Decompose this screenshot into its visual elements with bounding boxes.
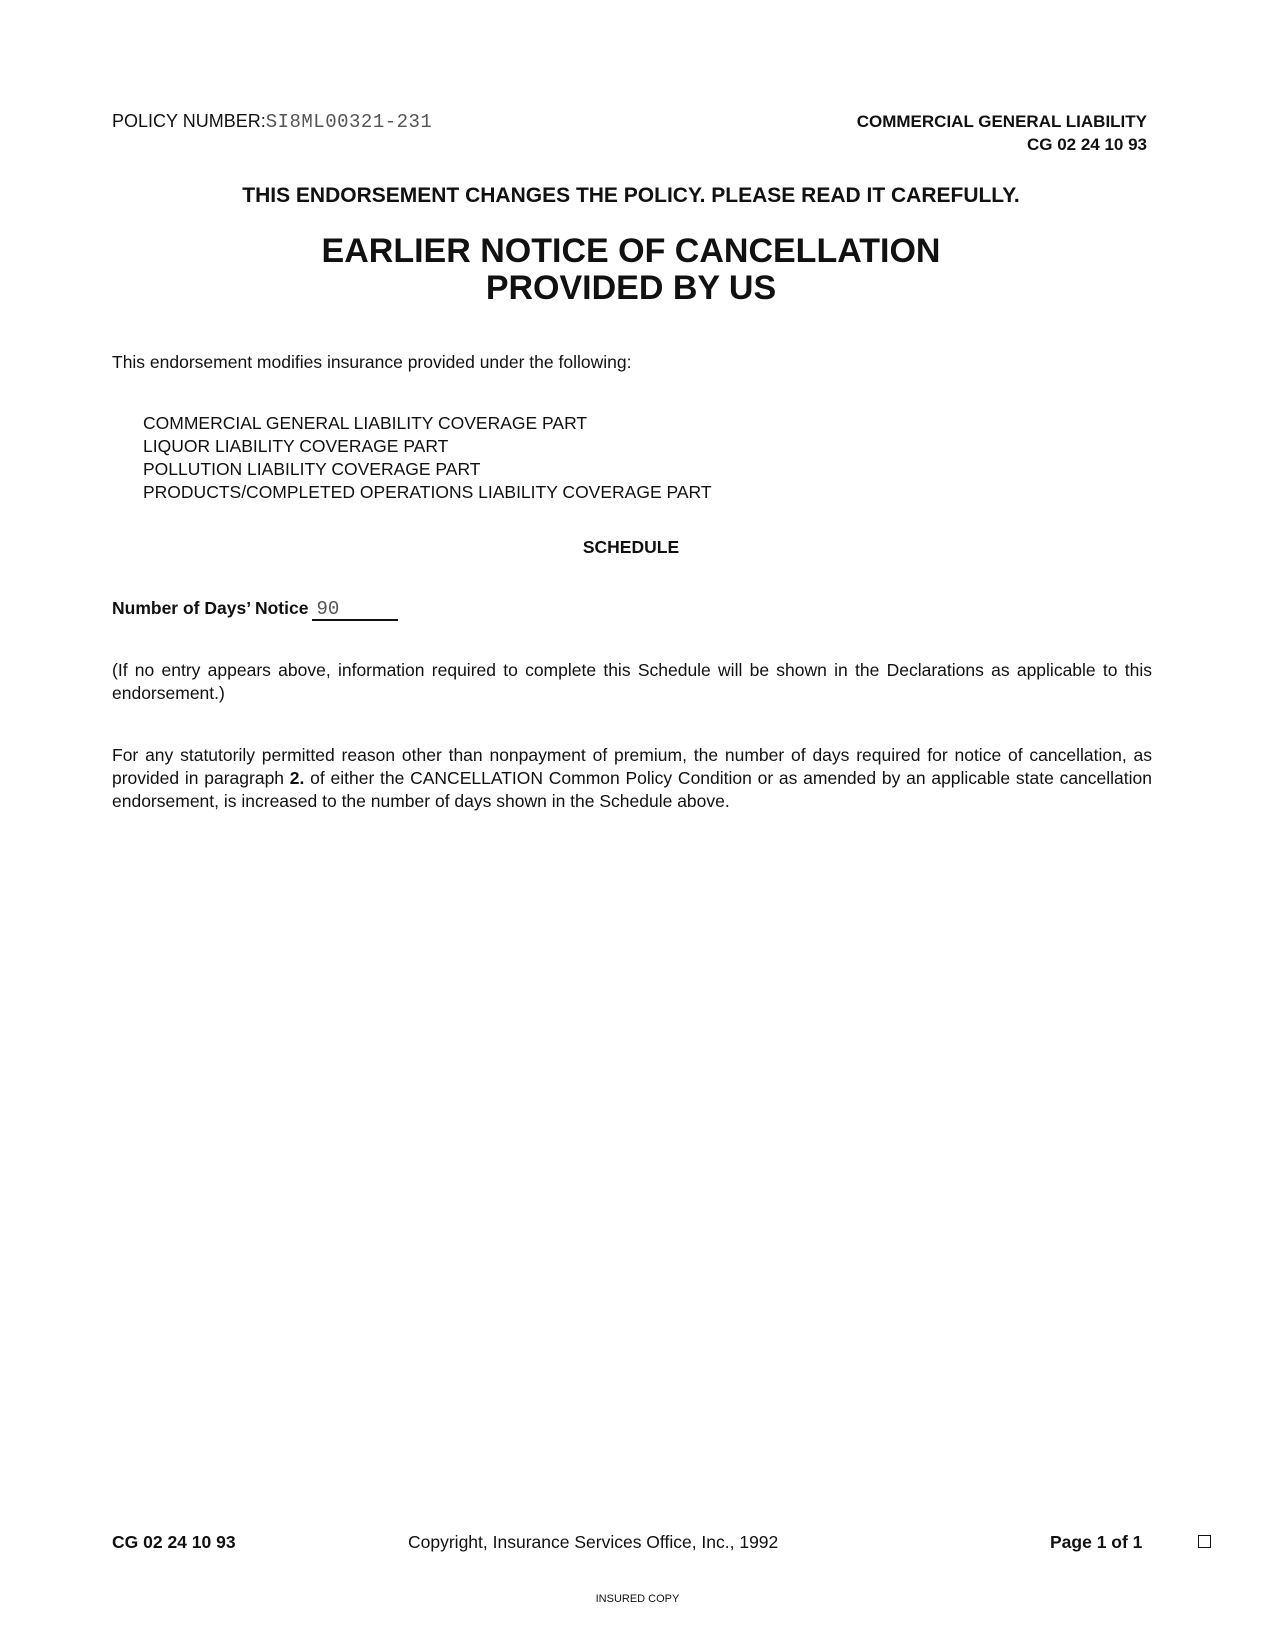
footer-copyright: Copyright, Insurance Services Office, Inc., 1992 bbox=[408, 1532, 779, 1552]
form-header bbox=[857, 110, 1147, 156]
coverage-part-list bbox=[143, 412, 712, 504]
form-code: CG 02 24 10 93 bbox=[1026, 135, 1147, 154]
policy-number-label: POLICY NUMBER: bbox=[112, 111, 266, 131]
cancellation-text-end: of either the CANCELLATION Common Policy Condition or as amended by an applicable state cancellation endorsement, is increased to the number of days shown in the Schedule above. bbox=[112, 768, 1153, 811]
insured-copy-stamp: INSURED COPY bbox=[595, 1593, 680, 1605]
cancellation-text-start: For any statutorily permitted reason other than nonpayment of premium, the number of days required for notice of cancellation, as provided in paragraph bbox=[112, 745, 1152, 788]
checkbox-square-icon bbox=[1198, 1535, 1211, 1548]
cancellation-paragraph bbox=[112, 744, 1152, 813]
form-category: COMMERCIAL GENERAL LIABILITY bbox=[856, 112, 1147, 131]
coverage-part-item: PRODUCTS/COMPLETED OPERATIONS LIABILITY COVERAGE PART bbox=[143, 482, 712, 502]
days-notice-value: 90 bbox=[312, 599, 398, 621]
coverage-part-item: LIQUOR LIABILITY COVERAGE PART bbox=[143, 436, 449, 456]
days-notice-label: Number of Days’ Notice bbox=[112, 598, 309, 618]
policy-number-value: SI8ML00321-231 bbox=[265, 111, 433, 133]
paragraph-reference: 2. bbox=[289, 768, 305, 788]
title-line-1: EARLIER NOTICE OF CANCELLATION bbox=[321, 232, 941, 270]
policy-number-line bbox=[112, 111, 432, 133]
no-entry-paragraph: (If no entry appears above, information required to complete this Schedule will be shown in the Declarations as applicable to this endorsement.) bbox=[112, 660, 1152, 703]
coverage-part-item: POLLUTION LIABILITY COVERAGE PART bbox=[143, 459, 481, 479]
page-title bbox=[0, 233, 1262, 307]
footer-form-code: CG 02 24 10 93 bbox=[112, 1532, 236, 1552]
endorsement-notice: THIS ENDORSEMENT CHANGES THE POLICY. PLEASE READ IT CAREFULLY. bbox=[242, 184, 1020, 207]
days-notice-line bbox=[112, 598, 398, 621]
coverage-part-item: COMMERCIAL GENERAL LIABILITY COVERAGE PART bbox=[143, 413, 588, 433]
footer-page-number: Page 1 of 1 bbox=[1050, 1532, 1143, 1552]
title-line-2: PROVIDED BY US bbox=[485, 269, 777, 307]
schedule-heading: SCHEDULE bbox=[582, 537, 680, 557]
intro-text: This endorsement modifies insurance provided under the following: bbox=[112, 352, 632, 372]
